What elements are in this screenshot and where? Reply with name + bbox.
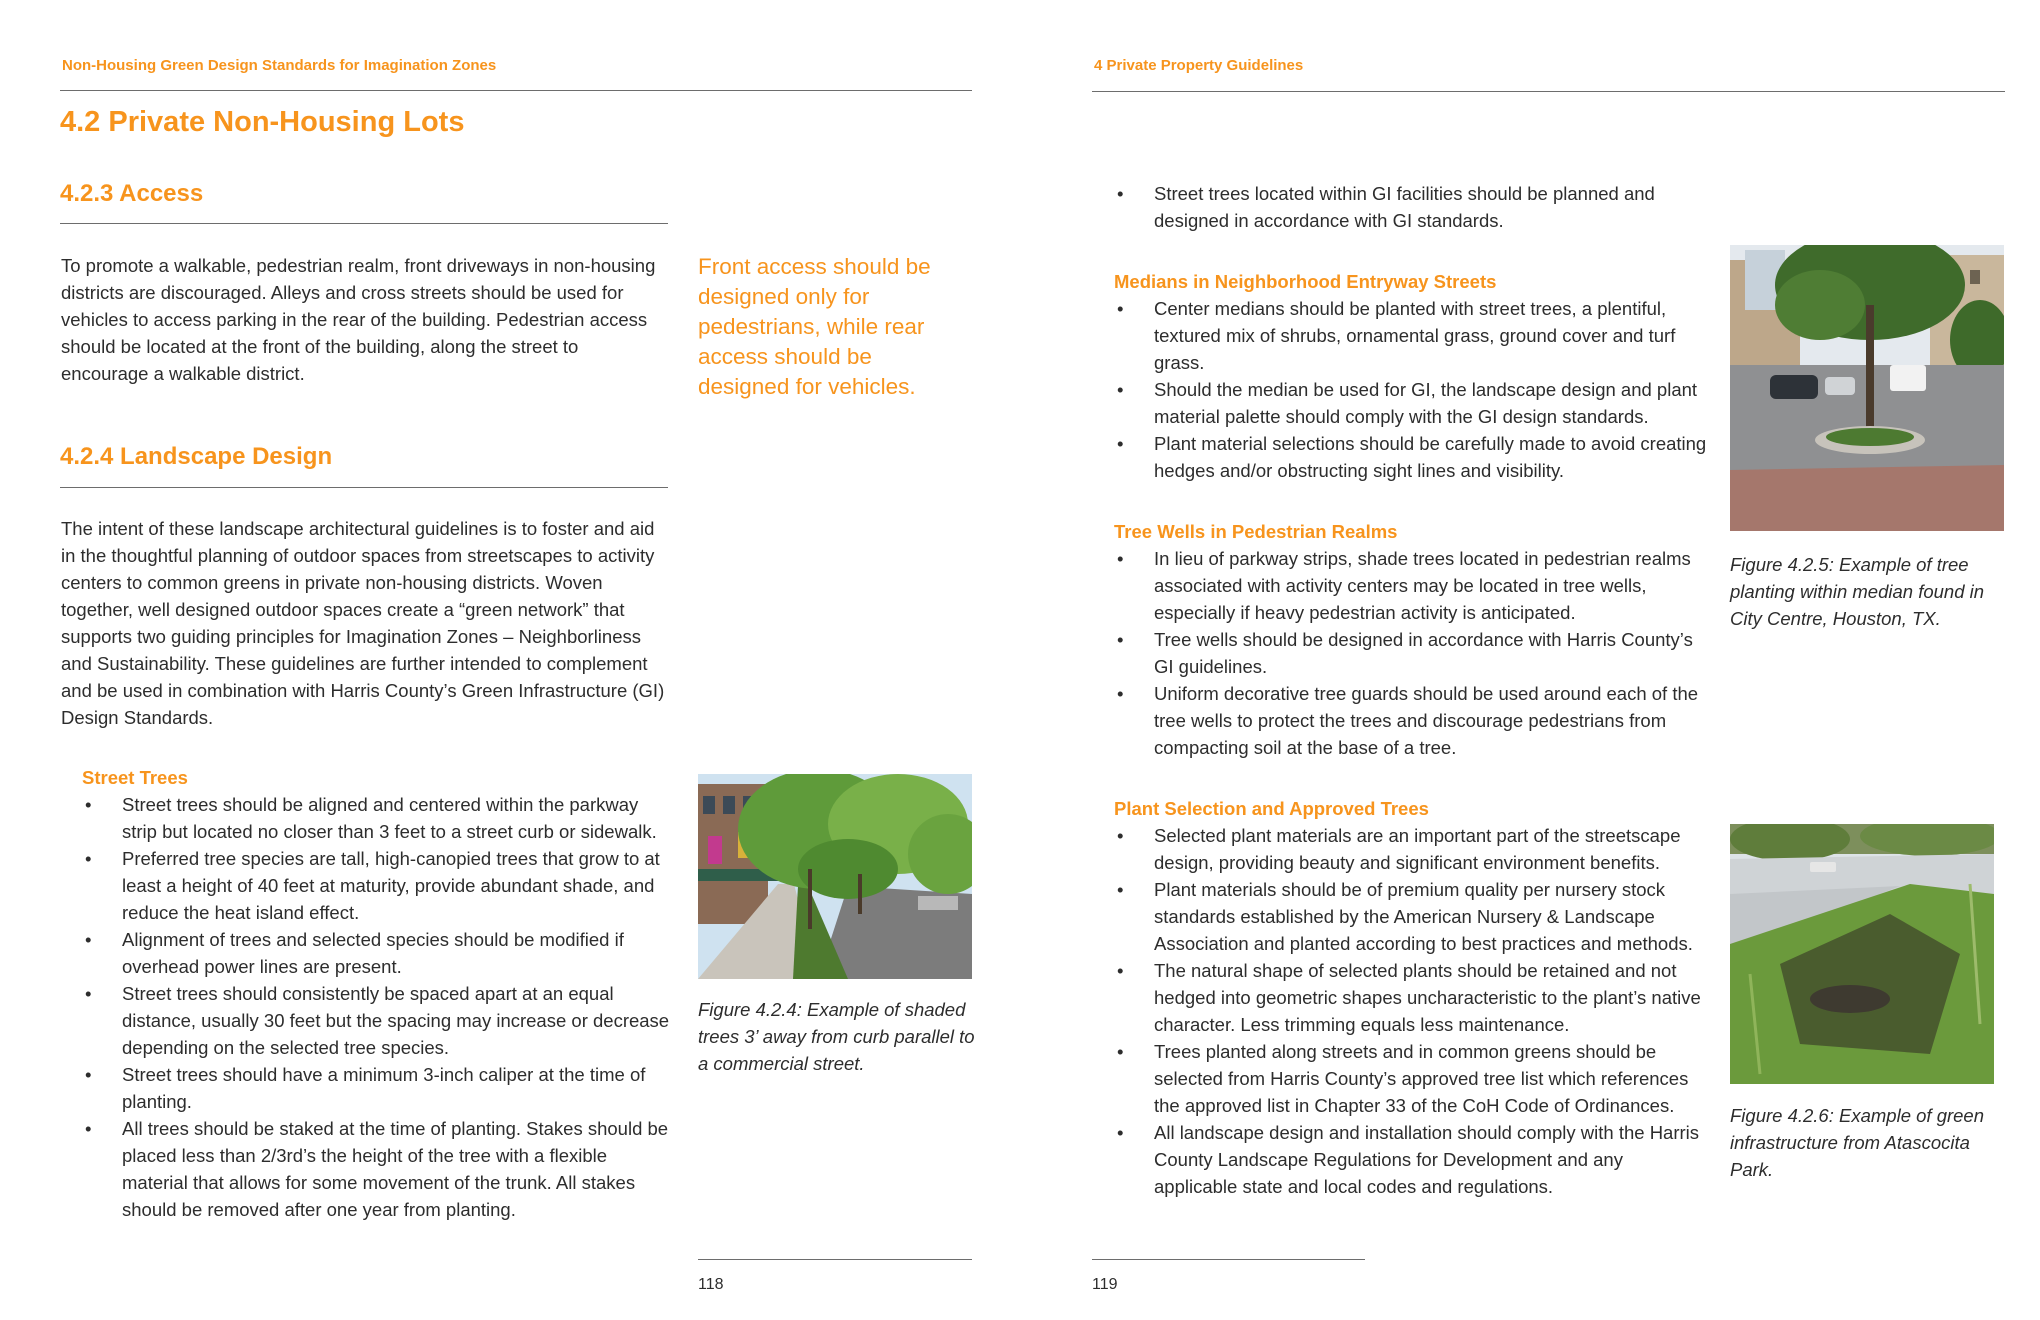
footer-rule-left [698, 1259, 972, 1260]
right-text-column [1114, 180, 1710, 1200]
tree-wells-list [1114, 545, 1710, 761]
figure-4-2-5-caption: Figure 4.2.5: Example of tree planting within median found in City Centre, Houston, TX. [1730, 554, 1985, 629]
header-rule-left [60, 90, 972, 91]
access-heading: 4.2.3 Access [60, 180, 204, 207]
page-number-left: 118 [698, 1276, 724, 1293]
list-item: • Street trees should be aligned and centered within the parkway strip but located no closer than 3 feet to a street curb or sidewalk. [85, 794, 657, 842]
figure-4-2-4-caption: Figure 4.2.4: Example of shaded trees 3’ away from curb parallel to a commercial street. [698, 999, 975, 1074]
gi-street-trees-list [1114, 180, 1710, 234]
list-item: • Should the median be used for GI, the landscape design and plant material palette should comply with the GI design standards. [1117, 379, 1698, 427]
list-item: • Plant material selections should be carefully made to avoid creating hedges and/or obstructing sight lines and visibility. [1117, 433, 1707, 481]
medians-title: Medians in Neighborhood Entryway Streets [1114, 271, 1497, 292]
access-pull-quote: Front access should be designed only for pedestrians, while rear access should be designed for vehicles. [698, 254, 931, 399]
figure-4-2-4-photo [698, 774, 972, 979]
medians-list [1114, 295, 1710, 484]
running-head-right: 4 Private Property Guidelines [1094, 57, 1304, 74]
list-item: • All landscape design and installation should comply with the Harris County Landscape Regulations for Development and any applicable state and local codes and regulations. [1117, 1122, 1700, 1197]
list-item: • Street trees should consistently be spaced apart at an equal distance, usually 30 feet but the spacing may increase or decrease depending on the selected tree species. [85, 983, 670, 1058]
landscape-body: The intent of these landscape architectural guidelines is to foster and aid in the thoughtful planning of outdoor spaces from streetscapes to activity centers to common greens in private non-housing districts. Woven together, well designed outdoor spaces create a “green network” that supports two guiding principles for Imagination Zones – Neighborliness and Sustainability. These guidelines are further intended to complement and be used in combination with Harris County’s Green Infrastructure (GI) Design Standards. [61, 518, 665, 728]
access-heading-rule [60, 223, 668, 224]
list-item: • All trees should be staked at the time of planting. Stakes should be placed less than 2/3rd’s the height of the tree with a flexible material that allows for some movement of the trunk. All stakes should be removed after one year from planting. [85, 1118, 669, 1220]
header-rule-right [1092, 91, 2005, 92]
figure-4-2-5-photo [1730, 245, 2004, 531]
list-item: • The natural shape of selected plants should be retained and not hedged into geometric shapes uncharacteristic to the plant’s native character. Less trimming equals less maintenance. [1117, 960, 1701, 1035]
list-item: • Uniform decorative tree guards should be used around each of the tree wells to protect the trees and discourage pedestrians from compacting soil at the base of a tree. [1117, 683, 1699, 758]
list-item: • Selected plant materials are an important part of the streetscape design, providing beauty and significant environment benefits. [1117, 825, 1681, 873]
list-item: • Alignment of trees and selected species should be modified if overhead power lines are present. [85, 929, 624, 977]
list-item: • Street trees located within GI facilities should be planned and designed in accordance with GI standards. [1117, 183, 1655, 231]
list-item: • Plant materials should be of premium quality per nursery stock standards established by the American Nursery & Landscape Association and planted according to best practices and methods. [1117, 879, 1693, 954]
figure-4-2-6-caption: Figure 4.2.6: Example of green infrastructure from Atascocita Park. [1730, 1105, 1985, 1180]
list-item: • In lieu of parkway strips, shade trees located in pedestrian realms associated with activity centers may be located in tree wells, especially if heavy pedestrian activity is anticipated. [1117, 548, 1691, 623]
list-item: • Street trees should have a minimum 3-inch caliper at the time of planting. [85, 1064, 646, 1112]
list-item: • Trees planted along streets and in common greens should be selected from Harris County’s approved tree list which references the approved list in Chapter 33 of the CoH Code of Ordinances. [1117, 1041, 1689, 1116]
figure-4-2-6-photo [1730, 824, 1994, 1084]
access-body: To promote a walkable, pedestrian realm, front driveways in non-housing districts are discouraged. Alleys and cross streets should be used for vehicles to access parking in the rear of the building. Pedestrian access should be located at the front of the building, along the street to encourage a walkable district. [61, 255, 656, 384]
street-trees-section [82, 764, 674, 1223]
footer-rule-right [1092, 1259, 1365, 1260]
tree-wells-title: Tree Wells in Pedestrian Realms [1114, 521, 1398, 542]
list-item: • Tree wells should be designed in accordance with Harris County’s GI guidelines. [1117, 629, 1693, 677]
plant-selection-list [1114, 822, 1710, 1200]
running-head-left: Non-Housing Green Design Standards for Imagination Zones [62, 57, 497, 74]
landscape-heading: 4.2.4 Landscape Design [60, 443, 333, 470]
street-trees-list [82, 791, 674, 1223]
landscape-heading-rule [60, 487, 668, 488]
plant-selection-title: Plant Selection and Approved Trees [1114, 798, 1429, 819]
page-number-right: 119 [1092, 1276, 1118, 1293]
list-item: • Center medians should be planted with street trees, a plentiful, textured mix of shrubs, ornamental grass, ground cover and turf grass. [1117, 298, 1676, 373]
street-trees-title: Street Trees [82, 767, 188, 788]
list-item: • Preferred tree species are tall, high-canopied trees that grow to at least a height of 40 feet at maturity, provide abundant shade, and reduce the heat island effect. [85, 848, 660, 923]
section-title: 4.2 Private Non-Housing Lots [60, 106, 465, 138]
